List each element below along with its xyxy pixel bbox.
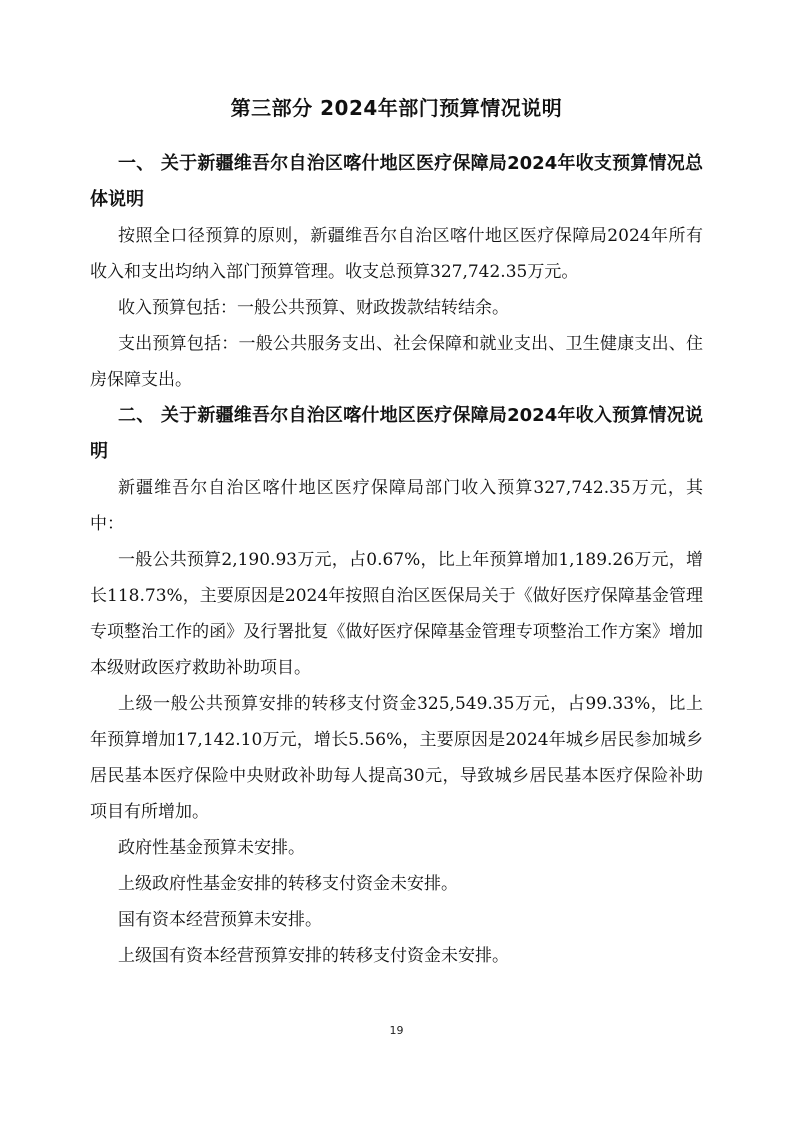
section-income [90,398,703,974]
paragraph-expense-scope: 支出预算包括：一般公共服务支出、社会保障和就业支出、卫生健康支出、住房保障支出。 [90,334,703,390]
paragraph-government-fund-transfer: 上级政府性基金安排的转移支付资金未安排。 [118,874,458,894]
section-overview [90,146,703,398]
paragraph-state-capital: 国有资本经营预算未安排。 [118,910,322,930]
page-title: 第三部分 2024年部门预算情况说明 [230,96,563,120]
paragraph-general-public-budget: 一般公共预算2,190.93万元，占0.67%，比上年预算增加1,189.26万元，增长118.73%，主要原因是2024年按照自治区医保局关于《做好医疗保障基金管理专项整治工作的函》及行署批复《做好医疗保障基金管理专项整治工作方案》增加本级财政医疗救助补助项目。 [90,550,703,678]
paragraph-state-capital-transfer: 上级国有资本经营预算安排的转移支付资金未安排。 [118,946,509,966]
section-heading: 二、 关于新疆维吾尔自治区喀什地区医疗保障局2024年收入预算情况说明 [90,405,703,462]
paragraph-budget-principle: 按照全口径预算的原则，新疆维吾尔自治区喀什地区医疗保障局2024年所有收入和支出均纳入部门预算管理。收支总预算327,742.35万元。 [90,226,703,282]
paragraph-government-fund: 政府性基金预算未安排。 [118,838,305,858]
page-number: 19 [389,1024,404,1037]
section-heading: 一、 关于新疆维吾尔自治区喀什地区医疗保障局2024年收支预算情况总体说明 [90,153,703,210]
paragraph-income-total: 新疆维吾尔自治区喀什地区医疗保障局部门收入预算327,742.35万元，其中： [90,478,703,534]
paragraph-income-scope: 收入预算包括：一般公共预算、财政拨款结转结余。 [118,298,509,318]
paragraph-transfer-payment: 上级一般公共预算安排的转移支付资金325,549.35万元，占99.33%，比上年预算增加17,142.10万元，增长5.56%，主要原因是2024年城乡居民参加城乡居民基本医疗保险中央财政补助每人提高30元，导致城乡居民基本医疗保险补助项目有所增加。 [90,694,703,822]
